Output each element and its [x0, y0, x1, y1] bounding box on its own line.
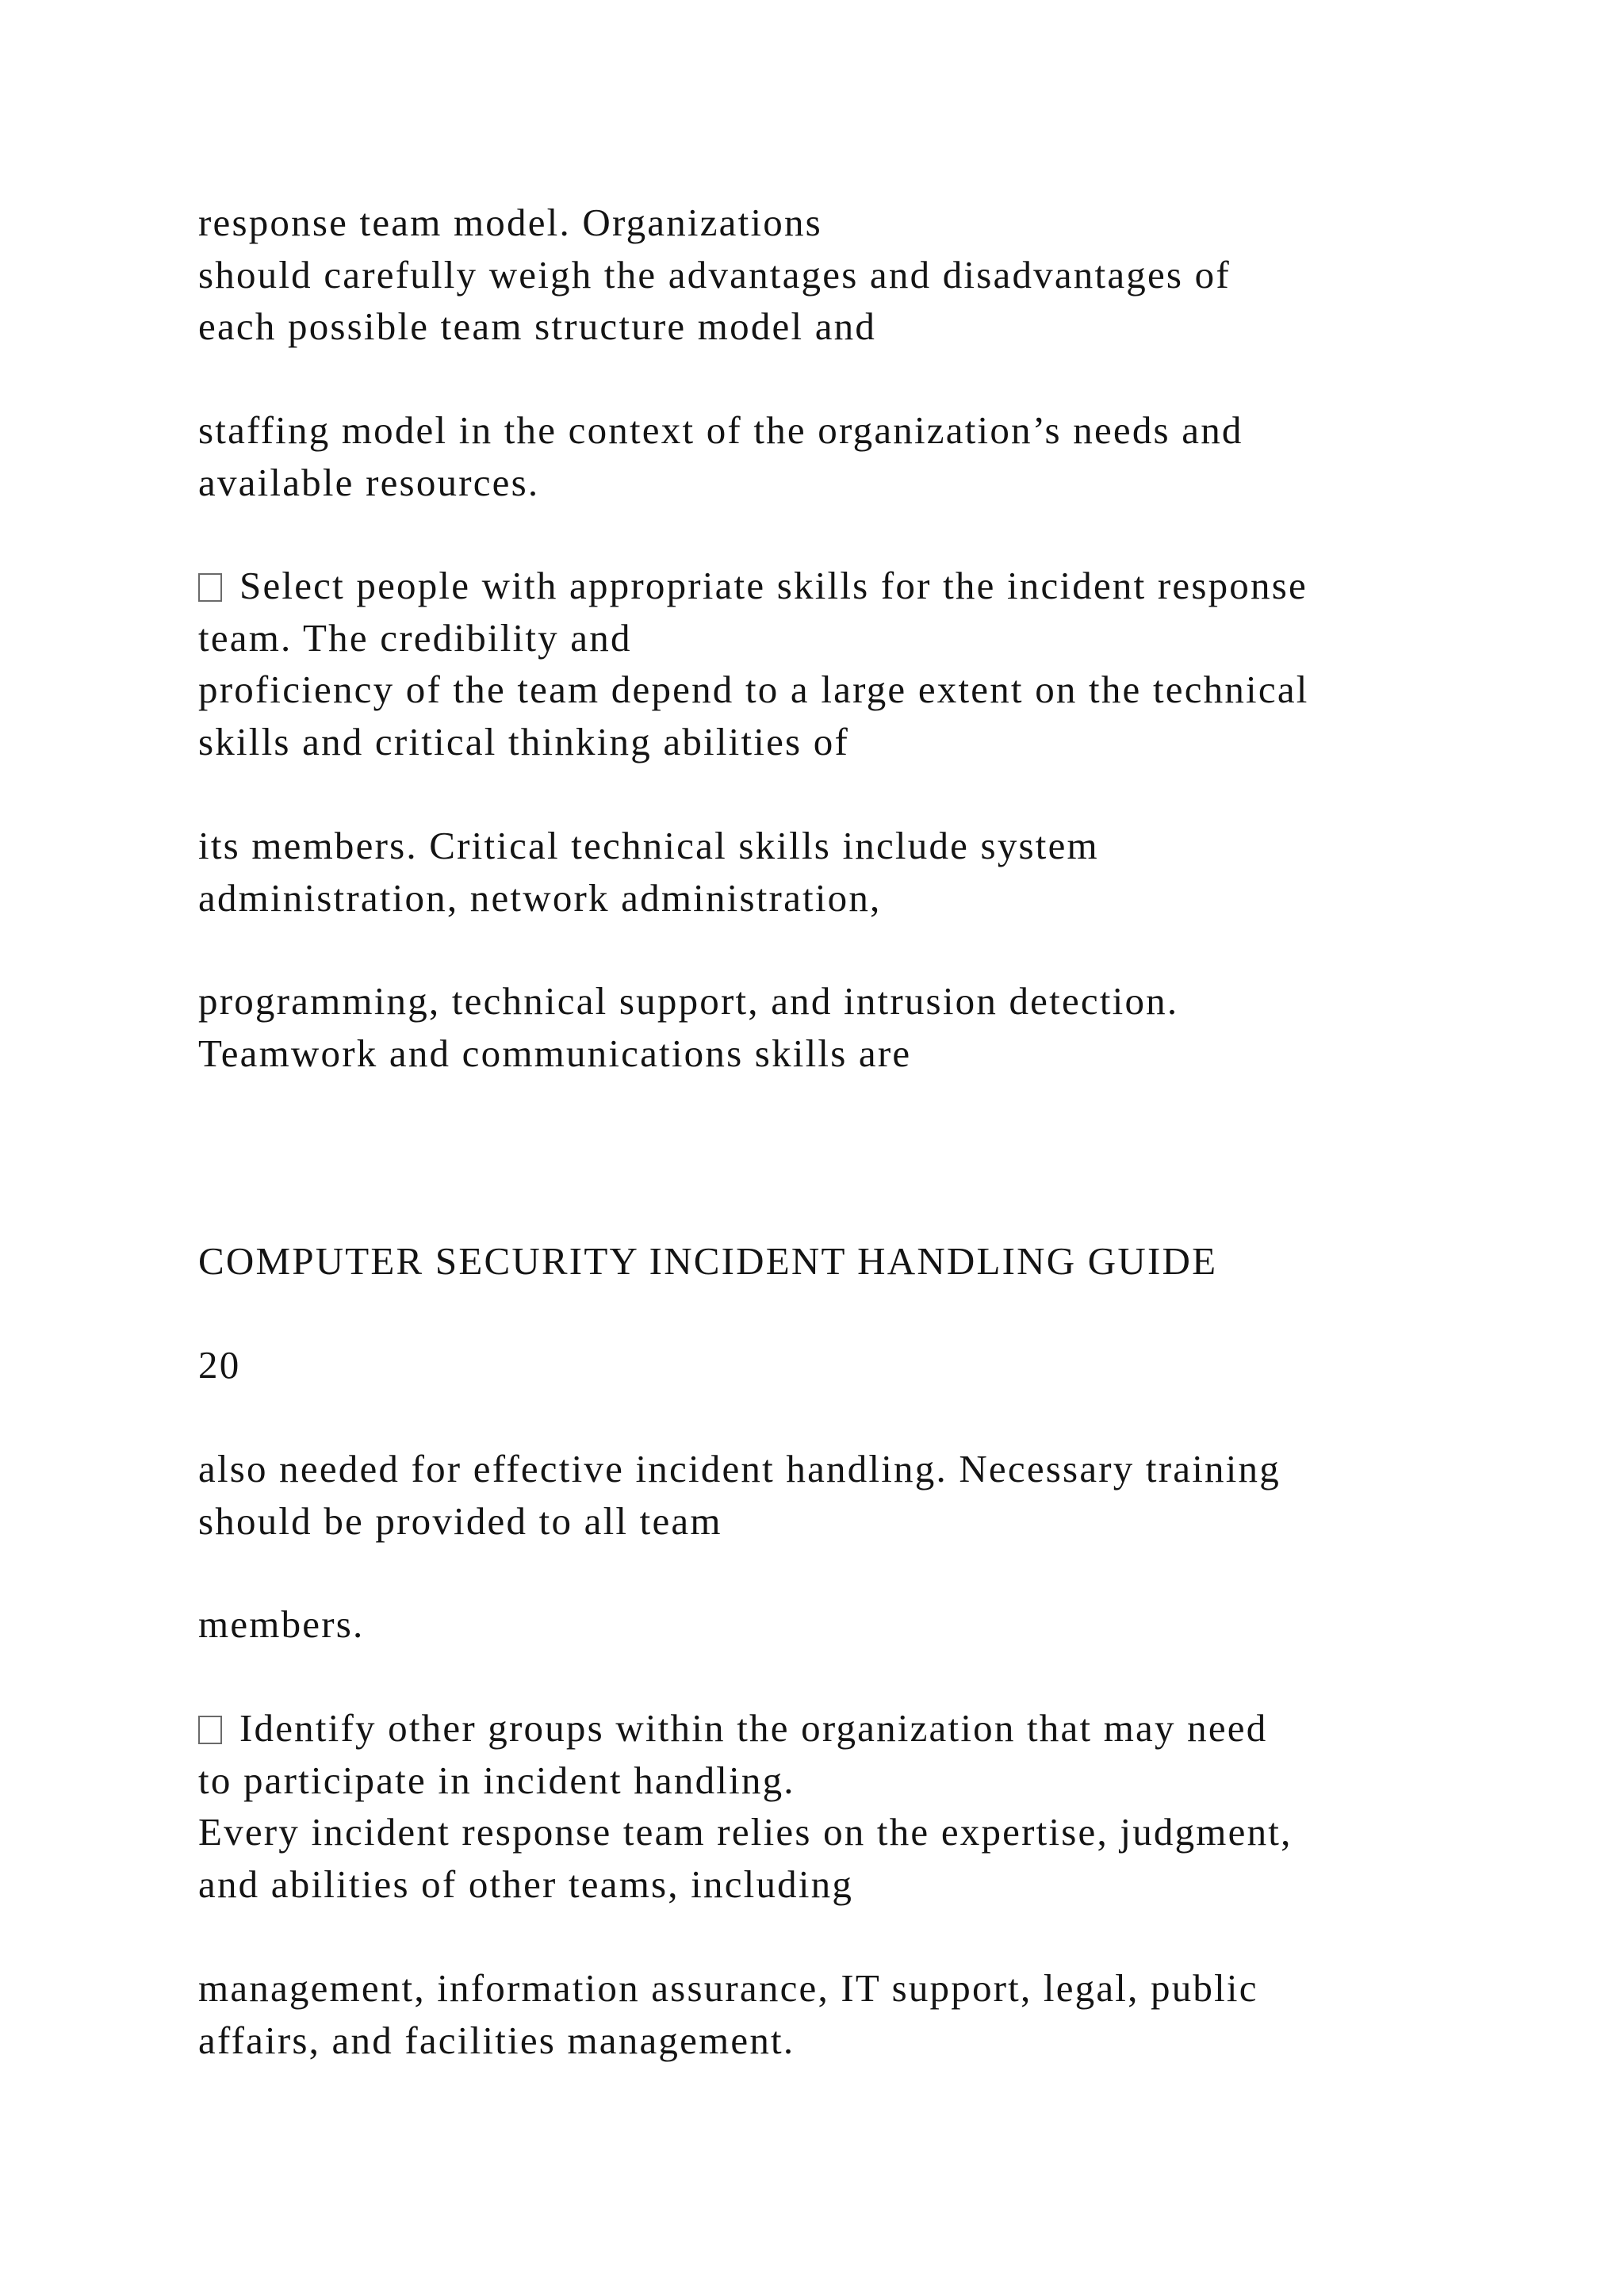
text-line: and abilities of other teams, including [198, 1862, 854, 1906]
text-line: programming, technical support, and intrusion detection. [198, 979, 1179, 1023]
paragraph-management [198, 1962, 1546, 2066]
bullet-box-icon [198, 1716, 222, 1744]
text-line: its members. Critical technical skills include system [198, 824, 1099, 867]
text-line: administration, network administration, [198, 875, 882, 920]
paragraph-team-model [198, 197, 1546, 353]
text-line: proficiency of the team depend to a large extent on the technical [198, 668, 1309, 711]
text-line: Identify other groups within the organization that may need [239, 1706, 1268, 1750]
paragraph-training [198, 1443, 1546, 1547]
bullet-identify-groups [198, 1702, 1546, 1910]
text-line: Select people with appropriate skills for the incident response [239, 564, 1308, 607]
text-line: Teamwork and communications skills are [198, 1031, 912, 1075]
header-title: COMPUTER SECURITY INCIDENT HANDLING GUIDE [198, 1239, 1218, 1283]
text-line: team. The credibility and [198, 615, 632, 660]
text-line: management, information assurance, IT support, legal, public [198, 1966, 1258, 2010]
bullet-box-icon [198, 573, 222, 602]
page-number [198, 1339, 1546, 1391]
text-line: each possible team structure model and [198, 304, 877, 348]
text-line: should carefully weigh the advantages and disadvantages of [198, 252, 1231, 297]
text-line: also needed for effective incident handling. Necessary training [198, 1447, 1281, 1490]
paragraph-technical-skills [198, 820, 1546, 924]
text-line: response team model. Organizations [198, 201, 822, 244]
text-line: Every incident response team relies on the expertise, judgment, [198, 1810, 1293, 1854]
text-line: available resources. [198, 460, 540, 504]
running-header [198, 1235, 1546, 1288]
bullet-select-people [198, 560, 1546, 767]
text-line: members. [198, 1602, 365, 1646]
text-line: to participate in incident handling. [198, 1758, 795, 1802]
page-number-text: 20 [198, 1343, 241, 1387]
text-line: skills and critical thinking abilities of [198, 719, 849, 763]
text-line: staffing model in the context of the organization’s needs and [198, 408, 1243, 452]
text-line: should be provided to all team [198, 1498, 722, 1543]
paragraph-staffing-model [198, 404, 1546, 508]
text-line: affairs, and facilities management. [198, 2018, 795, 2062]
paragraph-members [198, 1598, 1546, 1651]
paragraph-programming [198, 975, 1546, 1079]
